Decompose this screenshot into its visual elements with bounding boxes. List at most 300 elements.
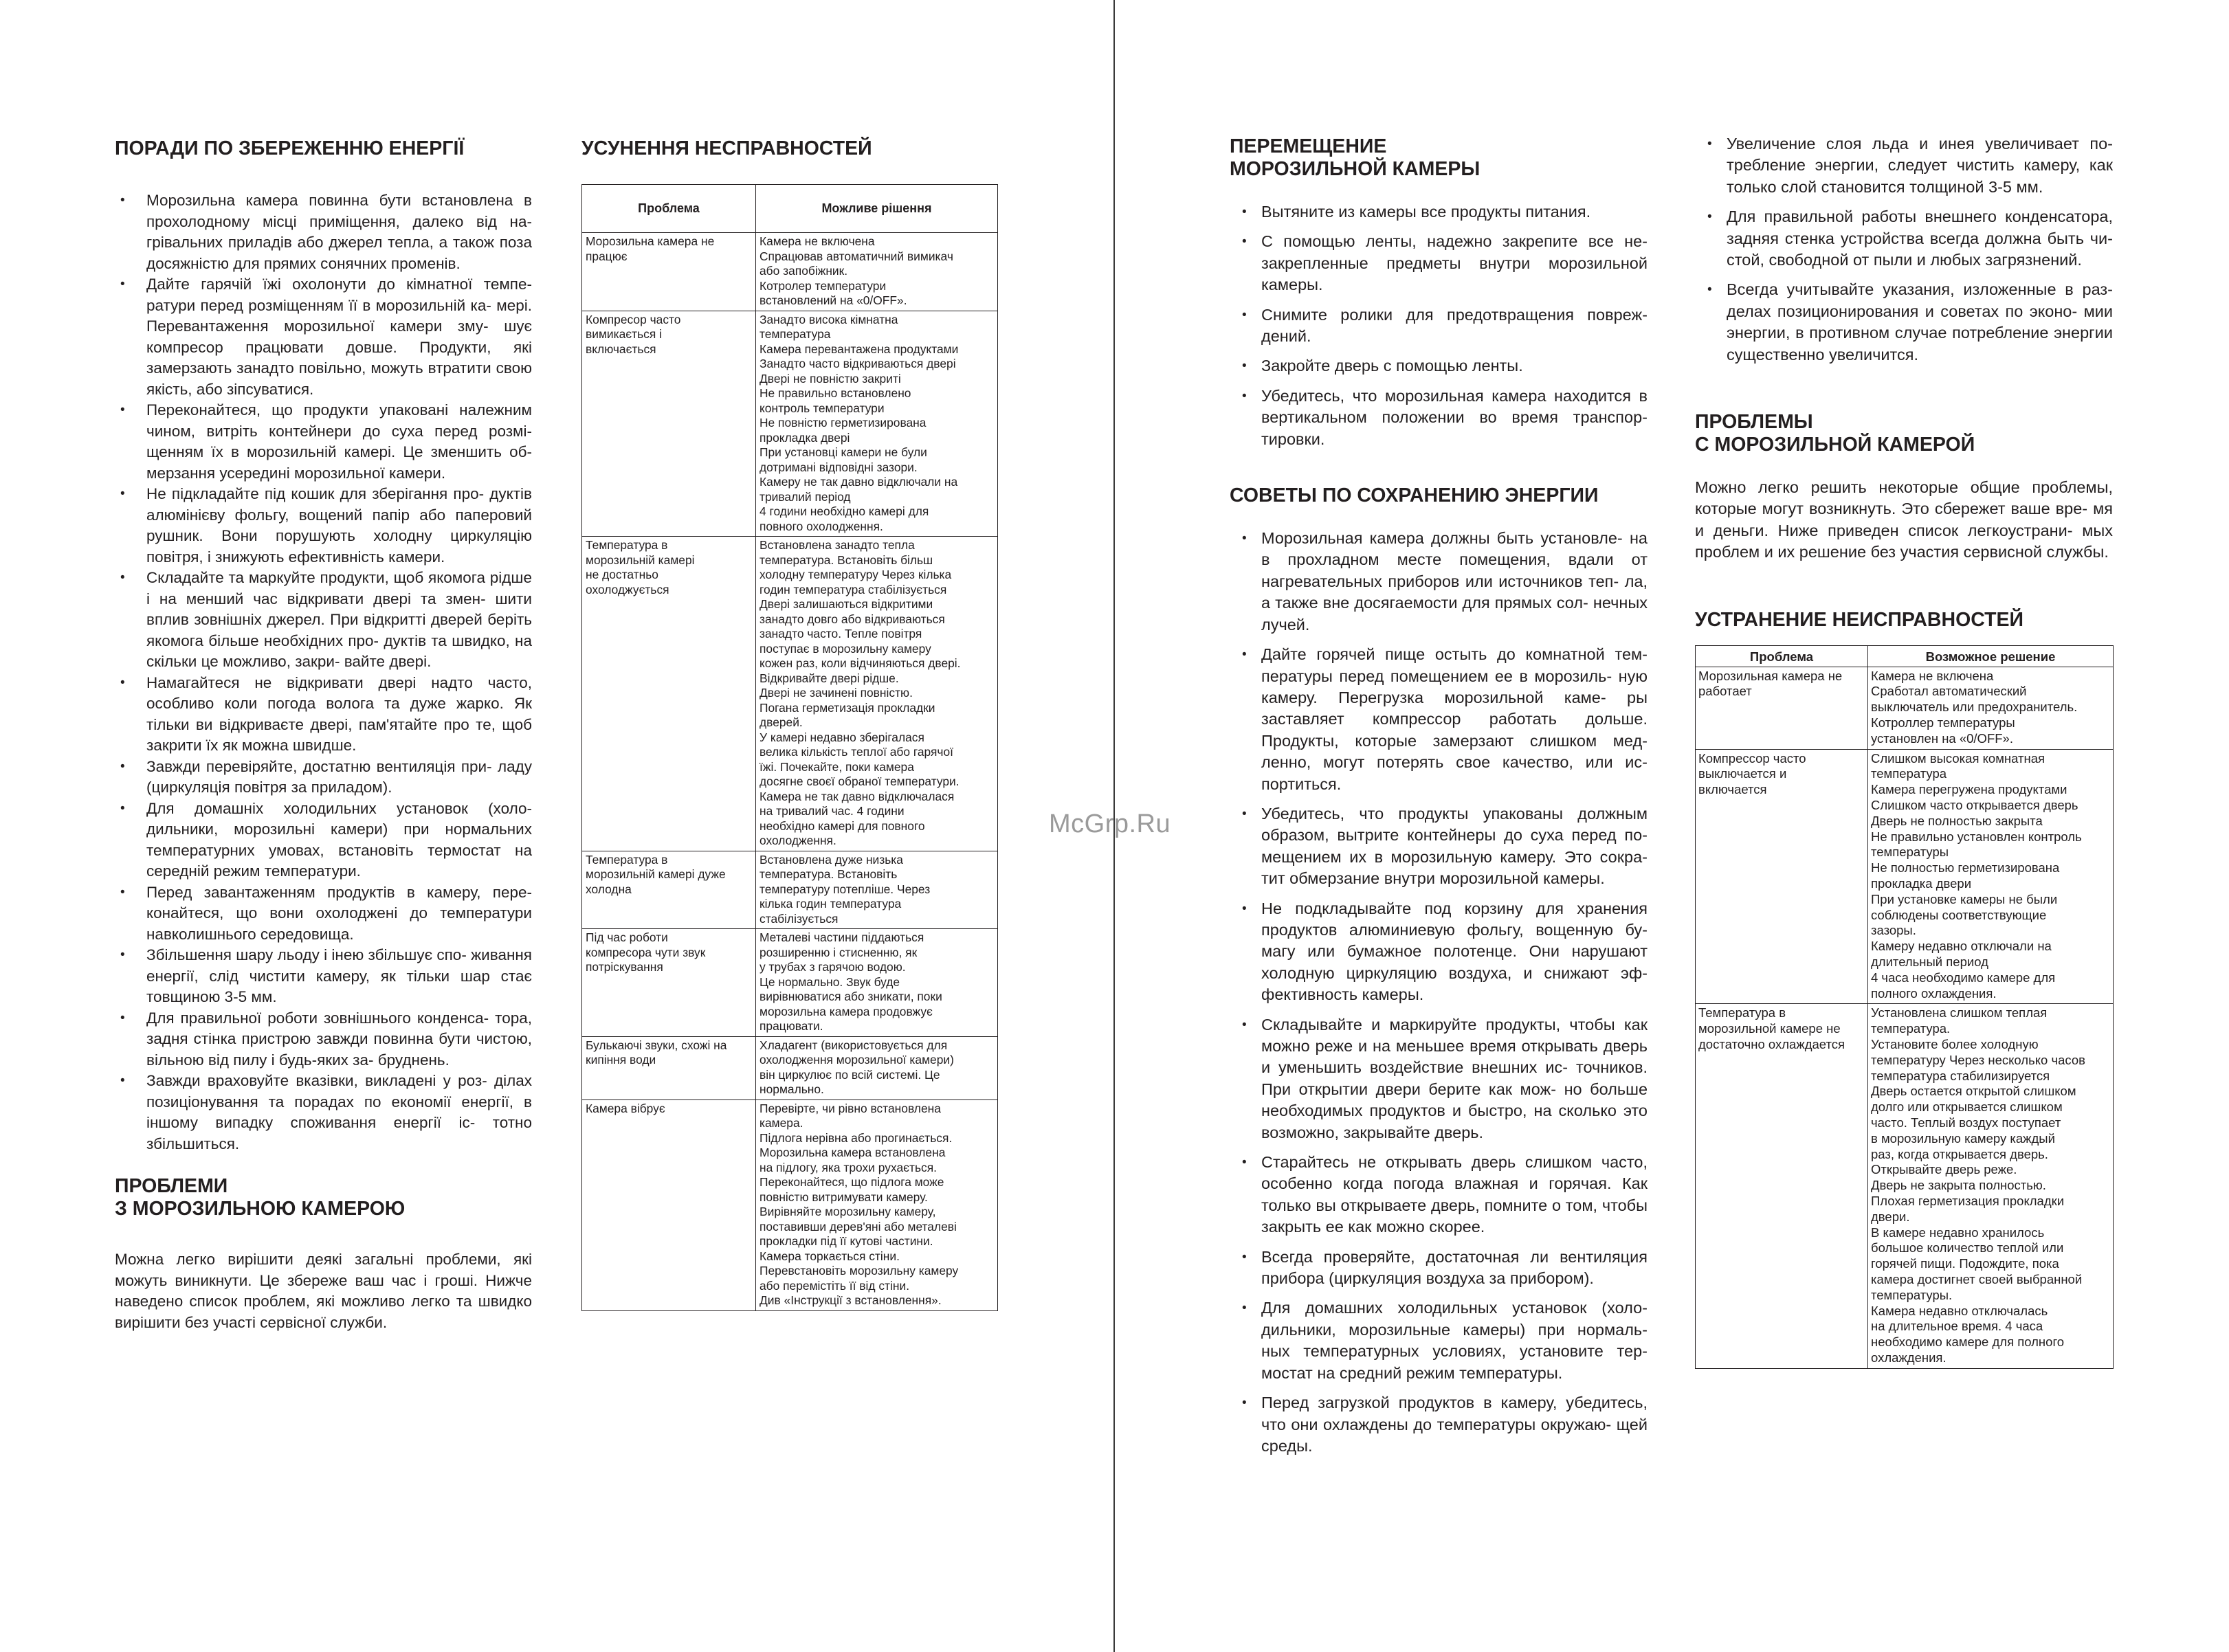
text-line: стабілізується: [759, 911, 839, 926]
uk-energy-column: [115, 137, 532, 1333]
text-line: Компрессор часто: [1698, 750, 1806, 766]
text-line: кипіння води: [586, 1053, 656, 1067]
uk-energy-list: [115, 190, 532, 1154]
text-line: Морозильна камера не: [586, 234, 715, 248]
text-line: ленно, могут потерять свое качество, или ис-: [1261, 753, 1648, 772]
text-line: Хладагент (використовується для: [759, 1038, 948, 1052]
table-header-row: [1696, 645, 2114, 667]
text-line: Переконайтеся, що продукти упаковані належним: [146, 401, 532, 418]
list-item: [1230, 644, 1648, 795]
solution-cell: [756, 537, 998, 851]
text-line: необхідно камері для повного: [759, 818, 925, 833]
text-line: кілька годин температура: [759, 897, 902, 911]
text-line: работает: [1698, 684, 1752, 699]
text-line: Двері не зачинені повністю.: [759, 686, 913, 700]
text-line: Камера вібрує: [586, 1101, 665, 1115]
text-line: Погана герметизація прокладки: [759, 700, 935, 715]
text-line: прокладки під її кутові частини.: [759, 1234, 933, 1248]
text-line: прохолодному місці приміщення, далеко від на-: [146, 212, 532, 230]
text-line: Морозильная камера должны быть установле-: [1261, 529, 1623, 548]
text-line: морозильній камері дуже: [586, 867, 726, 881]
text-line: Вытяните из камеры все продукты питания.: [1261, 203, 1591, 221]
text-line: морозильній камері: [586, 552, 695, 567]
list-item: [115, 400, 532, 484]
text-line: їжі. Почекайте, поки камера: [759, 759, 914, 774]
text-line: Камера перегружена продуктами: [1871, 782, 2067, 797]
problem-cell: [1696, 749, 1868, 1004]
text-line: Перевстановіть морозильну камеру: [759, 1264, 959, 1277]
watermark: McGrp.Ru: [1049, 810, 1171, 838]
text-line: тировки.: [1261, 429, 1325, 448]
list-item: [115, 799, 532, 882]
list-item: [115, 190, 532, 274]
table-row: [582, 537, 998, 851]
text-line: Можно легко решить некоторые общие проблемы,: [1695, 478, 2113, 497]
table-row: [582, 851, 998, 929]
text-line: требление энергии, следует чистить камеру, как: [1727, 156, 2113, 175]
text-line: в вертикальном положении во время транспор-: [1261, 386, 1648, 427]
text-line: середній режим температури.: [146, 862, 361, 880]
solution-cell: [756, 1036, 998, 1100]
list-item: [115, 1071, 532, 1154]
text-line: только вы открываете дверь, помните о том,: [1261, 1196, 1598, 1214]
list-item: [115, 673, 532, 757]
text-line: включається: [586, 342, 656, 356]
text-line: но больше необходимых продуктов и быстро, на: [1261, 1080, 1648, 1120]
list-item: [1695, 133, 2113, 198]
text-line: Не правильно установлен контроль: [1871, 829, 2082, 844]
text-line: длительный период: [1871, 955, 1988, 970]
table-row: [582, 233, 998, 311]
text-line: шар стає товщиною 3-5 мм.: [146, 967, 532, 1005]
text-line: Плохая герметизация прокладки: [1871, 1193, 2065, 1208]
list-item: [1695, 206, 2113, 271]
solution-cell: [756, 1100, 998, 1310]
text-line: нагревательных приборов или источников теп-: [1261, 572, 1619, 590]
text-line: Дайте горячей пище остыть до комнатной тем-: [1261, 645, 1648, 664]
text-line: Закройте дверь с помощью ленты.: [1261, 357, 1523, 375]
text-line: двери.: [1871, 1209, 1910, 1224]
text-line: энергии существенно увеличится.: [1727, 324, 2113, 364]
text-line: занадто часто. Тепле повітря: [759, 627, 922, 640]
text-line: фективность камеры.: [1261, 985, 1424, 1004]
text-line: мии энергии, в противном случае потребление: [1727, 302, 2114, 342]
header-solution: Можливе рішення: [756, 185, 998, 233]
text-line: Підлога нерівна або прогинається.: [759, 1130, 953, 1145]
list-item: [1230, 1014, 1648, 1143]
list-item: [1230, 1392, 1648, 1457]
text-line: поза досяжністю для прямих сонячних променів.: [146, 234, 532, 272]
text-line: стой, свободной от пыли и любых загрязнений.: [1727, 251, 2082, 269]
list-item: [115, 945, 532, 1008]
text-line: на підлогу, яка трохи рухається.: [759, 1160, 937, 1174]
list-item: [1230, 1247, 1648, 1290]
list-item: [1230, 201, 1648, 223]
text-line: нечных лучей.: [1261, 594, 1648, 634]
text-line: Убедитесь, что морозильная камера находится: [1261, 386, 1631, 405]
text-line: щоб закрити їх як можна швидше.: [146, 715, 532, 754]
text-line: Температура в: [586, 538, 668, 552]
list-item: [115, 1008, 532, 1071]
text-line: большое количество теплой или: [1871, 1240, 2064, 1255]
text-line: щенням їх в морозильній камері. Це зменшить об-: [146, 443, 532, 460]
text-line: холодна: [586, 882, 632, 896]
text-line: охолоджується: [586, 582, 669, 596]
text-line: сколько это возможно, закрывайте дверь.: [1261, 1102, 1648, 1141]
text-line: установлен на «0/OFF».: [1871, 730, 2013, 746]
problem-cell: [582, 1036, 756, 1100]
text-line: тора, задня стінка пристрою завжди повинна: [146, 1009, 532, 1047]
text-line: тотно збільшиться.: [146, 1114, 532, 1152]
text-line: Морозильна камера повинна бути встановлена в: [146, 192, 532, 209]
text-line: мя и деньги. Ниже приведен список легкоустрани-: [1695, 500, 2113, 539]
text-line: Під час роботи: [586, 930, 668, 944]
text-line: на тривалий час. 4 години: [759, 804, 905, 818]
problem-cell: [582, 929, 756, 1037]
text-line: Убедитесь, что продукты упакованы должным: [1261, 804, 1648, 823]
text-line: Металеві частини піддаються: [759, 930, 924, 944]
text-line: долго или открывается слишком: [1871, 1100, 2063, 1115]
text-line: необходимо камере для полного: [1871, 1335, 2065, 1350]
table-row: [582, 311, 998, 537]
text-line: прокладка двери: [1871, 876, 1972, 891]
uk-troubleshooting-table: [581, 184, 998, 1311]
text-line: Намагайтеся не відкривати двері надто часто,: [146, 673, 532, 691]
list-item: [115, 757, 532, 799]
text-line: температура.: [1871, 1021, 1951, 1036]
list-item: [1230, 803, 1648, 890]
text-line: Температура в: [586, 852, 668, 867]
text-line: дильники, морозильні камери) при нормальних: [146, 821, 532, 838]
text-line: мых проблем и их решение без участия сервисной: [1695, 521, 2114, 561]
text-line: температурних умовах, встановіть термостат на: [146, 841, 532, 859]
text-line: Снимите ролики для предотвращения повреж-: [1261, 305, 1648, 324]
text-line: Морозильная камера не: [1698, 668, 1843, 683]
list-item: [1230, 898, 1648, 1006]
text-line: особенно когда погода влажная и горячая. Как: [1261, 1174, 1648, 1193]
list-item: [115, 274, 532, 400]
text-line: Морозильна камера встановлена: [759, 1146, 946, 1159]
text-line: Камера торкається стіни.: [759, 1249, 900, 1263]
solution-cell: [756, 311, 998, 537]
text-line: дуктів алюмінієву фольгу, вощений папір або: [146, 485, 532, 524]
text-line: Не полностью герметизирована: [1871, 860, 2060, 875]
ru-problems-text: [1695, 477, 2113, 563]
text-line: ратури перед розміщенням її в морозильній ка-: [146, 296, 491, 314]
text-line: часто. Теплый воздух поступает: [1871, 1115, 2061, 1130]
list-item: [1230, 304, 1648, 348]
ru-right-column: [1695, 133, 2113, 1369]
text-line: как можно реже и на меньшее время открывать: [1261, 1015, 1648, 1055]
header-problem: Проблема: [582, 185, 756, 233]
text-line: компресора чути звук: [586, 945, 706, 959]
text-line: портиться.: [1261, 774, 1342, 793]
text-line: повністю витримувати камеру.: [759, 1190, 928, 1204]
text-line: повного охолодження.: [759, 519, 883, 533]
text-line: контроль температури: [759, 401, 885, 415]
problem-cell: [1696, 1004, 1868, 1368]
text-line: пературы перед помещением ее в морозиль-: [1261, 667, 1612, 685]
list-item: [115, 568, 532, 673]
text-line: ділах позиціонування та порадах по економії: [146, 1072, 532, 1110]
text-line: Завжди перевіряйте, достатню вентиляція при-: [146, 757, 492, 775]
text-line: дверей беріть якомога більше необхідних про-: [146, 611, 532, 649]
text-line: досягне своєї обраної температури.: [759, 774, 960, 788]
text-line: в морозильную камеру каждый: [1871, 1130, 2055, 1146]
text-line: мерзання усередині морозильної камери.: [146, 464, 446, 482]
ru-move-list: [1230, 201, 1648, 450]
text-line: тит обмерзание внутри морозильной камеры.: [1261, 869, 1605, 888]
text-line: С помощью ленты, надежно закрепите все не-: [1261, 232, 1648, 251]
text-line: годин температура стабілізується: [759, 582, 947, 596]
text-line: выключатель или предохранитель.: [1871, 700, 2078, 715]
problem-cell: [582, 1100, 756, 1310]
text-line: камери.: [388, 548, 445, 566]
text-line: 4 години необхідно камері для: [759, 504, 929, 518]
text-line: Камера не так давно відключалася: [759, 789, 955, 803]
ru-left-column: [1230, 135, 1648, 1465]
text-line: Увеличение слоя льда и инея увеличивает по-: [1727, 135, 2113, 153]
text-line: достаточно охлаждается: [1698, 1037, 1845, 1052]
text-line: Дверь остается открытой слишком: [1871, 1084, 2076, 1099]
text-line: делах позиционирования и советах по эконо-: [1727, 302, 2078, 320]
text-line: Камера перевантажена продуктами: [759, 342, 959, 356]
text-line: встановлений на «0/OFF».: [759, 293, 907, 307]
ru-table-title: УСТРАНЕНИЕ НЕИСПРАВНОСТЕЙ: [1695, 608, 2024, 631]
list-item: [1230, 528, 1648, 636]
solution-cell: [756, 851, 998, 929]
text-line: не достатньо: [586, 568, 658, 581]
text-line: Не підкладайте під кошик для зберігання про-: [146, 485, 485, 502]
text-line: Слишком высокая комнатная: [1871, 750, 2045, 766]
text-line: ла, а также вне досягаемости для прямых сол-: [1261, 572, 1648, 612]
ru-energy-list: [1230, 528, 1648, 1457]
text-line: охолодження морозильної камери): [759, 1053, 954, 1067]
text-line: чином, витріть контейнери до суха перед розмі-: [146, 422, 532, 440]
text-line: Двері не повністю закриті: [759, 371, 901, 386]
text-line: Для правильной работы внешнего конденсатора,: [1727, 208, 2113, 226]
table-row: [1696, 1004, 2114, 1368]
list-item: [1230, 1152, 1648, 1238]
table-row: [1696, 667, 2114, 749]
text-line: температуру Через несколько часов: [1871, 1052, 2085, 1067]
header-problem: Проблема: [1696, 645, 1868, 667]
text-line: Продукты, которые замерзают слишком мед-: [1261, 731, 1648, 750]
list-item: [115, 484, 532, 568]
text-line: холодную циркуляцию воздуха, и снижают эф-: [1261, 963, 1648, 982]
text-line: В камере недавно хранилось: [1871, 1225, 2045, 1240]
text-line: дений.: [1261, 327, 1311, 346]
text-line: у трубах з гарячою водою.: [759, 960, 906, 974]
text-line: Це нормально. Звук буде: [759, 974, 900, 989]
text-line: Спрацював автоматичний вимикач: [759, 249, 953, 263]
text-line: кожен раз, коли відчиняються двері.: [759, 656, 961, 670]
text-line: енергії, в іншому випадку споживання енергії іс-: [146, 1093, 532, 1131]
text-line: образом, вытрите контейнеры до суха перед по-: [1261, 826, 1648, 845]
problem-cell: [582, 851, 756, 929]
ru-troubleshooting-table: [1695, 645, 2114, 1369]
text-line: дильники, морозильные камеры) при нормаль-: [1261, 1320, 1648, 1339]
text-line: Для домашних холодильных установок (холо-: [1261, 1299, 1648, 1317]
text-line: температуры.: [1871, 1287, 1953, 1302]
solution-cell: [1868, 667, 2114, 749]
text-line: У камері недавно зберігалася: [759, 730, 924, 744]
text-line: працювати.: [759, 1019, 823, 1033]
text-line: грівальних приладів або джерел тепла, а також: [146, 234, 494, 251]
ru-energy-title: СОВЕТЫ ПО СОХРАНЕНИЮ ЭНЕРГИИ: [1230, 484, 1599, 507]
text-line: вимикається і: [586, 327, 662, 341]
text-line: точников. При открытии двери берите как мож-: [1261, 1058, 1648, 1098]
text-line: Складайте та маркуйте продукти, щоб якомога: [146, 569, 486, 586]
text-line: замерзають занадто повільно, можуть втратити: [146, 359, 491, 377]
text-line: прибора (циркуляция воздуха за прибором).: [1261, 1269, 1594, 1288]
text-line: поставивши дерев'яні або металеві: [759, 1219, 957, 1234]
text-line: Перед завантаженням продуктів в камеру, пере-: [146, 883, 532, 901]
text-line: які можуть виникнути. Це збереже ваш час і гроші.: [115, 1251, 532, 1289]
text-line: температура: [759, 327, 831, 341]
text-line: Не правильно встановлено: [759, 386, 911, 400]
problem-cell: [582, 311, 756, 537]
text-line: Збільшення шару льоду і інею збільшує спо-: [146, 946, 467, 963]
problem-cell: [582, 233, 756, 311]
table-row: [582, 1036, 998, 1100]
text-line: Сработал автоматический: [1871, 684, 2027, 699]
text-line: температура. Встановіть: [759, 867, 898, 881]
text-line: або перемістіть її від стіни.: [759, 1278, 910, 1293]
problem-cell: [1696, 667, 1868, 749]
text-line: морозильной камере не: [1698, 1021, 1841, 1036]
uk-energy-title: ПОРАДИ ПО ЗБЕРЕЖЕННЮ ЕНЕРГІЇ: [115, 137, 465, 159]
text-line: Камеру не так давно відключали на: [759, 475, 958, 489]
text-line: При установці камери не були: [759, 445, 927, 459]
text-line: Всегда учитывайте указания, изложенные в раз-: [1727, 280, 2113, 299]
text-line: занадто довго або відкриваються: [759, 612, 945, 626]
text-line: розширенню і стисненню, як: [759, 945, 918, 959]
text-line: вайте двері.: [344, 653, 432, 670]
table-row: [1696, 749, 2114, 1004]
solution-cell: [1868, 1004, 2114, 1368]
text-line: чтобы закрыть ее как можно скорее.: [1261, 1196, 1648, 1236]
text-line: что они охлаждены до температуры окружаю-: [1261, 1415, 1612, 1433]
problem-cell: [582, 537, 756, 851]
text-line: працює: [586, 249, 628, 263]
text-line: службы.: [2046, 543, 2109, 561]
solution-cell: [756, 929, 998, 1037]
text-line: Завжди враховуйте вказівки, викладені у роз-: [146, 1072, 487, 1089]
text-line: на в прохладном месте помещения, вдали от: [1261, 529, 1648, 569]
text-line: паперовий рушник. Вони порушують холодну: [146, 506, 532, 544]
text-line: дверей.: [759, 715, 803, 729]
list-item: [1695, 279, 2113, 366]
list-item: [1230, 386, 1648, 450]
text-line: температура стабилизируется: [1871, 1068, 2050, 1083]
text-line: нормально.: [759, 1082, 824, 1096]
text-line: Дверь не закрыта полностью.: [1871, 1178, 2046, 1193]
text-line: та швидко вирішити без участі сервісної служби.: [115, 1293, 532, 1331]
list-item: [1230, 231, 1648, 295]
text-line: выключается и: [1698, 766, 1787, 781]
text-line: Для домашніх холодильних установок (холо-: [146, 799, 532, 817]
text-line: продуктов алюминиевую фольгу, вощенную бу-: [1261, 920, 1648, 939]
text-line: температура. Встановіть більш: [759, 552, 933, 567]
table-row: [582, 1100, 998, 1310]
text-line: охолодження.: [759, 834, 836, 847]
text-line: Для правильної роботи зовнішнього конденса-: [146, 1009, 489, 1027]
text-line: циркуляцію повітря, і знижують ефективність: [146, 527, 532, 566]
text-line: дотримані відповідні зазори.: [759, 460, 918, 474]
ru-energy-list-cont: [1695, 133, 2113, 366]
text-line: холодну температуру Через кілька: [759, 568, 952, 581]
text-line: дуктів та швидко, на скільки це можливо, закри-: [146, 632, 532, 670]
list-item: [1230, 355, 1648, 377]
text-line: Всегда проверяйте, достаточная ли вентиляция: [1261, 1247, 1648, 1266]
text-line: только слой становится толщиной 3-5 мм.: [1727, 177, 2043, 196]
text-line: Камеру недавно отключали на: [1871, 939, 2052, 954]
text-line: ладу (циркуляція повітря за приладом).: [146, 757, 532, 796]
table-row: [582, 929, 998, 1037]
solution-cell: [756, 233, 998, 311]
text-line: Вирівняйте морозильну камеру,: [759, 1205, 936, 1218]
header-solution: Возможное решение: [1868, 645, 2114, 667]
text-line: тривалий період: [759, 489, 851, 504]
text-line: мещением их в морозильную камеру. Это сокра-: [1261, 847, 1648, 866]
text-line: Встановлена дуже низька: [759, 852, 903, 867]
text-line: Камера не включена: [1871, 668, 1994, 683]
text-line: вирівнюватися або зникати, поки: [759, 990, 942, 1003]
text-line: раз, когда открывается дверь.: [1871, 1146, 2048, 1161]
text-line: ных температурных условиях, установите тер-: [1261, 1342, 1648, 1361]
text-line: ры заставляет компрессор работать дольше.: [1261, 688, 1648, 728]
text-line: Температура в: [1698, 1005, 1786, 1020]
text-line: Не повністю герметизирована: [759, 416, 927, 429]
text-line: камера.: [759, 1116, 803, 1130]
text-line: Дайте гарячій їжі охолонути до кімнатної темпе-: [146, 276, 532, 293]
text-line: бруднень.: [377, 1051, 450, 1069]
uk-problems-title: ПРОБЛЕМИ З МОРОЗИЛЬНОЮ КАМЕРОЮ: [115, 1175, 406, 1220]
text-line: зазоры.: [1871, 923, 1916, 938]
text-line: температуры: [1871, 845, 1949, 860]
text-line: Нижче наведено список проблем, які можливо легко: [115, 1271, 532, 1310]
text-line: включается: [1698, 782, 1767, 797]
text-line: полного охлаждения.: [1871, 985, 1997, 1001]
solution-cell: [1868, 749, 2114, 1004]
text-line: Старайтесь не открывать дверь слишком часто,: [1261, 1153, 1648, 1172]
uk-problems-text: [115, 1249, 532, 1333]
uk-table-column: [581, 137, 997, 1311]
text-line: горячей пищи. Подождите, пока: [1871, 1256, 2059, 1271]
text-line: навколишнього середовища.: [146, 925, 354, 943]
text-line: потріскування: [586, 960, 663, 974]
text-line: закрепленные предметы внутри морозильной: [1261, 254, 1648, 272]
text-line: конайтеся, що вони охолоджені до температури: [146, 904, 532, 922]
text-line: рідше і на менший час відкривати двері та змен-: [146, 569, 532, 607]
text-line: Котроллер температуры: [1871, 715, 2015, 730]
text-line: Занадто часто відкриваються двері: [759, 357, 956, 370]
text-line: мері. Перевантаження морозильної камери зму-: [146, 296, 532, 335]
text-line: прокладка двері: [759, 430, 850, 445]
text-line: Установите более холодную: [1871, 1037, 2039, 1052]
text-line: шує компресор працювати довше. Продукти, які: [146, 317, 532, 356]
text-line: магу или бумажное полотенце. Они нарушают: [1261, 942, 1648, 961]
text-line: Занадто висока кімнатна: [759, 312, 898, 326]
text-line: Камера недавно отключалась: [1871, 1303, 2048, 1318]
text-line: камера достигнет своей выбранной: [1871, 1271, 2083, 1286]
text-line: живання енергії, слід чистити камеру, як тільки: [146, 946, 532, 985]
text-line: мостат на средний режим температуры.: [1261, 1363, 1563, 1382]
text-line: Дверь не полностью закрыта: [1871, 813, 2043, 828]
text-line: особливо коли погода волога та дуже жарко. Як: [146, 695, 532, 712]
text-line: Установлена слишком теплая: [1871, 1005, 2048, 1020]
